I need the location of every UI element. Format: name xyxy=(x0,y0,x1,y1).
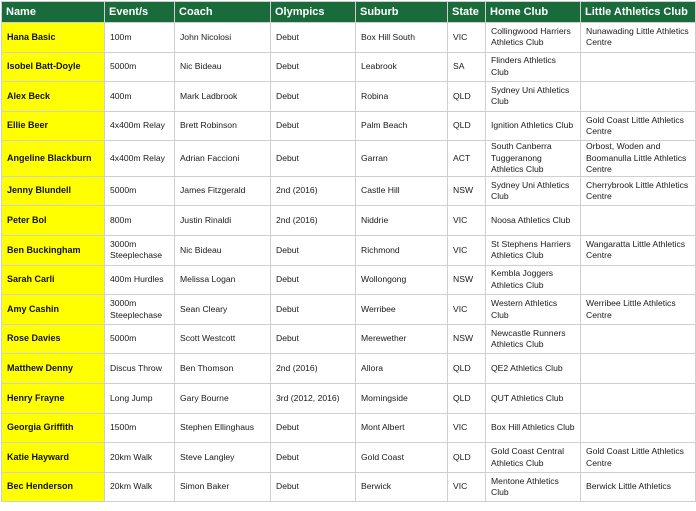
cell-home-club: Gold Coast Central Athletics Club xyxy=(486,443,581,473)
table-row xyxy=(2,354,696,384)
cell-coach: Ben Thomson xyxy=(175,354,271,384)
table-row xyxy=(2,176,696,206)
cell-name: Katie Hayward xyxy=(2,443,105,473)
cell-suburb: Morningside xyxy=(356,384,448,414)
cell-name: Angeline Blackburn xyxy=(2,141,105,177)
cell-olympics: 2nd (2016) xyxy=(271,206,356,236)
cell-olympics: Debut xyxy=(271,141,356,177)
table-row xyxy=(2,413,696,443)
cell-little-athletics-club: Wangaratta Little Athletics Centre xyxy=(581,236,696,266)
cell-name: Jenny Blundell xyxy=(2,176,105,206)
cell-suburb: Castle Hill xyxy=(356,176,448,206)
cell-name: Isobel Batt-Doyle xyxy=(2,52,105,82)
cell-suburb: Box Hill South xyxy=(356,23,448,53)
table-header-row xyxy=(2,2,696,23)
table-row xyxy=(2,236,696,266)
cell-olympics: Debut xyxy=(271,443,356,473)
cell-suburb: Merewether xyxy=(356,324,448,354)
cell-little-athletics-club: Orbost, Woden and Boomanulla Little Athletics Centre xyxy=(581,141,696,177)
table-row xyxy=(2,23,696,53)
cell-state: QLD xyxy=(448,354,486,384)
cell-state: NSW xyxy=(448,324,486,354)
cell-home-club: Kembla Joggers Athletics Club xyxy=(486,265,581,295)
cell-little-athletics-club xyxy=(581,52,696,82)
cell-event: 400m Hurdles xyxy=(105,265,175,295)
cell-olympics: Debut xyxy=(271,52,356,82)
cell-little-athletics-club: Berwick Little Athletics xyxy=(581,472,696,502)
cell-state: QLD xyxy=(448,384,486,414)
cell-event: 20km Walk xyxy=(105,472,175,502)
cell-event: 5000m xyxy=(105,52,175,82)
cell-home-club: Ignition Athletics Club xyxy=(486,111,581,141)
cell-home-club: Flinders Athletics Club xyxy=(486,52,581,82)
table-row xyxy=(2,265,696,295)
cell-home-club: Box Hill Athletics Club xyxy=(486,413,581,443)
header-event: Event/s xyxy=(105,2,175,23)
athletes-table xyxy=(1,1,696,502)
cell-home-club: Collingwood Harriers Athletics Club xyxy=(486,23,581,53)
cell-event: 400m xyxy=(105,82,175,112)
cell-name: Alex Beck xyxy=(2,82,105,112)
cell-state: SA xyxy=(448,52,486,82)
cell-state: QLD xyxy=(448,111,486,141)
cell-olympics: Debut xyxy=(271,111,356,141)
cell-suburb: Berwick xyxy=(356,472,448,502)
cell-olympics: 2nd (2016) xyxy=(271,176,356,206)
header-state: State xyxy=(448,2,486,23)
header-olympics: Olympics xyxy=(271,2,356,23)
cell-name: Amy Cashin xyxy=(2,295,105,325)
cell-suburb: Robina xyxy=(356,82,448,112)
cell-olympics: Debut xyxy=(271,265,356,295)
cell-olympics: Debut xyxy=(271,413,356,443)
cell-suburb: Palm Beach xyxy=(356,111,448,141)
cell-little-athletics-club: Gold Coast Little Athletics Centre xyxy=(581,443,696,473)
cell-home-club: Mentone Athletics Club xyxy=(486,472,581,502)
cell-suburb: Richmond xyxy=(356,236,448,266)
cell-little-athletics-club xyxy=(581,265,696,295)
cell-coach: Brett Robinson xyxy=(175,111,271,141)
table-row xyxy=(2,141,696,177)
cell-event: 5000m xyxy=(105,176,175,206)
cell-home-club: St Stephens Harriers Athletics Club xyxy=(486,236,581,266)
cell-state: NSW xyxy=(448,176,486,206)
cell-coach: Nic Bideau xyxy=(175,52,271,82)
cell-coach: Simon Baker xyxy=(175,472,271,502)
cell-state: QLD xyxy=(448,82,486,112)
cell-state: VIC xyxy=(448,206,486,236)
cell-olympics: 3rd (2012, 2016) xyxy=(271,384,356,414)
cell-home-club: Newcastle Runners Athletics Club xyxy=(486,324,581,354)
cell-event: 4x400m Relay xyxy=(105,111,175,141)
cell-suburb: Garran xyxy=(356,141,448,177)
cell-name: Henry Frayne xyxy=(2,384,105,414)
cell-little-athletics-club: Gold Coast Little Athletics Centre xyxy=(581,111,696,141)
cell-state: VIC xyxy=(448,472,486,502)
cell-event: 3000m Steeplechase xyxy=(105,236,175,266)
cell-coach: Gary Bourne xyxy=(175,384,271,414)
cell-home-club: Western Athletics Club xyxy=(486,295,581,325)
cell-state: VIC xyxy=(448,295,486,325)
cell-suburb: Gold Coast xyxy=(356,443,448,473)
cell-event: 4x400m Relay xyxy=(105,141,175,177)
cell-suburb: Wollongong xyxy=(356,265,448,295)
cell-coach: Nic Bideau xyxy=(175,236,271,266)
cell-state: VIC xyxy=(448,23,486,53)
header-coach: Coach xyxy=(175,2,271,23)
cell-little-athletics-club xyxy=(581,354,696,384)
table-row xyxy=(2,384,696,414)
cell-event: 20km Walk xyxy=(105,443,175,473)
table-row xyxy=(2,52,696,82)
cell-little-athletics-club: Werribee Little Athletics Centre xyxy=(581,295,696,325)
header-little-athletics-club: Little Athletics Club xyxy=(581,2,696,23)
cell-olympics: Debut xyxy=(271,324,356,354)
table-row xyxy=(2,472,696,502)
cell-coach: James Fitzgerald xyxy=(175,176,271,206)
table-row xyxy=(2,111,696,141)
cell-name: Ben Buckingham xyxy=(2,236,105,266)
cell-event: 3000m Steeplechase xyxy=(105,295,175,325)
cell-event: Long Jump xyxy=(105,384,175,414)
table-row xyxy=(2,324,696,354)
cell-olympics: 2nd (2016) xyxy=(271,354,356,384)
cell-little-athletics-club xyxy=(581,384,696,414)
cell-name: Bec Henderson xyxy=(2,472,105,502)
cell-suburb: Mont Albert xyxy=(356,413,448,443)
header-suburb: Suburb xyxy=(356,2,448,23)
cell-olympics: Debut xyxy=(271,82,356,112)
cell-event: 5000m xyxy=(105,324,175,354)
cell-name: Georgia Griffith xyxy=(2,413,105,443)
table-row xyxy=(2,82,696,112)
cell-home-club: QE2 Athletics Club xyxy=(486,354,581,384)
cell-state: QLD xyxy=(448,443,486,473)
cell-little-athletics-club: Nunawading Little Athletics Centre xyxy=(581,23,696,53)
cell-coach: Steve Langley xyxy=(175,443,271,473)
cell-suburb: Niddrie xyxy=(356,206,448,236)
cell-suburb: Werribee xyxy=(356,295,448,325)
cell-name: Peter Bol xyxy=(2,206,105,236)
header-name: Name xyxy=(2,2,105,23)
cell-state: VIC xyxy=(448,236,486,266)
cell-coach: Sean Cleary xyxy=(175,295,271,325)
cell-coach: Scott Westcott xyxy=(175,324,271,354)
cell-home-club: Noosa Athletics Club xyxy=(486,206,581,236)
cell-name: Sarah Carli xyxy=(2,265,105,295)
cell-coach: Melissa Logan xyxy=(175,265,271,295)
cell-state: ACT xyxy=(448,141,486,177)
cell-state: NSW xyxy=(448,265,486,295)
cell-home-club: South Canberra Tuggeranong Athletics Club xyxy=(486,141,581,177)
cell-coach: Justin Rinaldi xyxy=(175,206,271,236)
cell-coach: Adrian Faccioni xyxy=(175,141,271,177)
cell-coach: Stephen Ellinghaus xyxy=(175,413,271,443)
table-row xyxy=(2,443,696,473)
cell-name: Rose Davies xyxy=(2,324,105,354)
cell-little-athletics-club xyxy=(581,82,696,112)
cell-olympics: Debut xyxy=(271,295,356,325)
cell-event: Discus Throw xyxy=(105,354,175,384)
cell-home-club: Sydney Uni Athletics Club xyxy=(486,82,581,112)
cell-state: VIC xyxy=(448,413,486,443)
header-home-club: Home Club xyxy=(486,2,581,23)
cell-home-club: Sydney Uni Athletics Club xyxy=(486,176,581,206)
cell-name: Hana Basic xyxy=(2,23,105,53)
table-row xyxy=(2,206,696,236)
cell-event: 100m xyxy=(105,23,175,53)
cell-little-athletics-club xyxy=(581,324,696,354)
cell-suburb: Leabrook xyxy=(356,52,448,82)
cell-event: 1500m xyxy=(105,413,175,443)
cell-coach: Mark Ladbrook xyxy=(175,82,271,112)
cell-name: Ellie Beer xyxy=(2,111,105,141)
cell-suburb: Allora xyxy=(356,354,448,384)
cell-little-athletics-club: Cherrybrook Little Athletics Centre xyxy=(581,176,696,206)
cell-name: Matthew Denny xyxy=(2,354,105,384)
cell-little-athletics-club xyxy=(581,413,696,443)
cell-olympics: Debut xyxy=(271,472,356,502)
cell-home-club: QUT Athletics Club xyxy=(486,384,581,414)
cell-coach: John Nicolosi xyxy=(175,23,271,53)
cell-olympics: Debut xyxy=(271,236,356,266)
table-row xyxy=(2,295,696,325)
cell-olympics: Debut xyxy=(271,23,356,53)
cell-event: 800m xyxy=(105,206,175,236)
cell-little-athletics-club xyxy=(581,206,696,236)
